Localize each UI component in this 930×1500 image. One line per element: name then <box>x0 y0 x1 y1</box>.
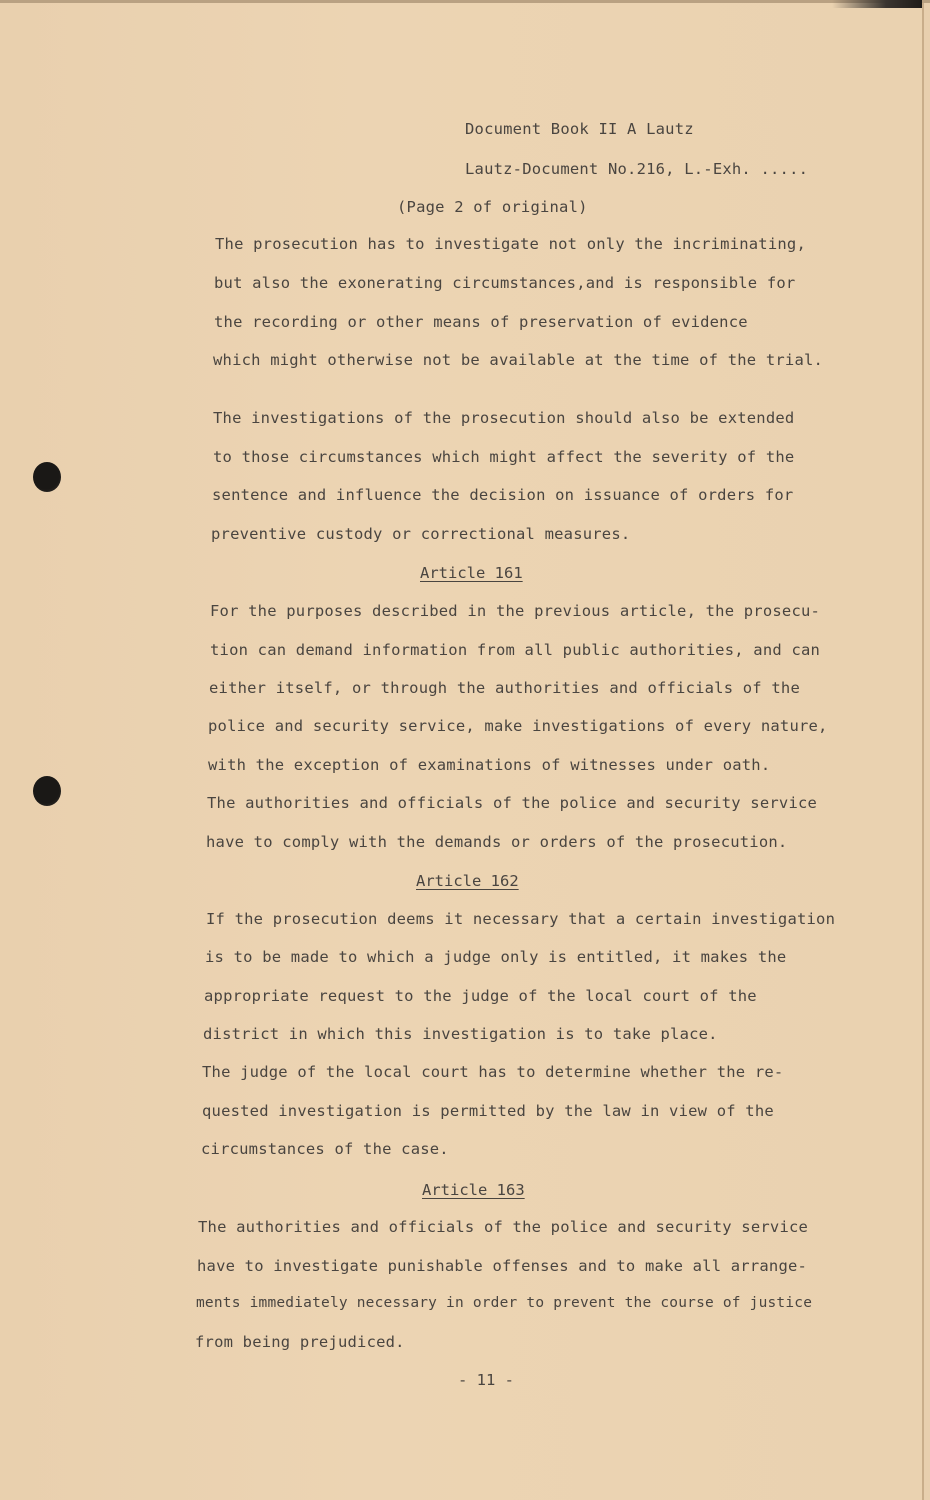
header-doc-no: Lautz-Document No.216, L.-Exh. ..... <box>465 160 809 178</box>
punch-hole-top <box>33 462 61 492</box>
header-page-ref: (Page 2 of original) <box>397 198 588 216</box>
article-162-line: circumstances of the case. <box>201 1140 449 1158</box>
article-163-line: from being prejudiced. <box>195 1333 405 1351</box>
para1-line: which might otherwise not be available at the time of the trial. <box>213 351 824 369</box>
article-162-line: If the prosecution deems it necessary that a certain investigation <box>206 910 836 928</box>
article-161-line: have to comply with the demands or orders of the prosecution. <box>206 833 788 851</box>
article-161-line: tion can demand information from all public authorities, and can <box>210 641 821 659</box>
article-163-heading: Article 163 <box>422 1181 525 1199</box>
article-161-line: either itself, or through the authorities and officials of the <box>209 679 800 697</box>
para1-line: but also the exonerating circumstances,and is responsible for <box>214 274 796 292</box>
para1-line: The prosecution has to investigate not only the incriminating, <box>215 235 806 253</box>
para2-line: preventive custody or correctional measures. <box>211 525 631 543</box>
article-162-heading: Article 162 <box>416 872 519 890</box>
article-161-line: with the exception of examinations of witnesses under oath. <box>208 756 771 774</box>
article-162-line: appropriate request to the judge of the local court of the <box>204 987 757 1005</box>
punch-hole-bottom <box>33 776 61 806</box>
para1-line: the recording or other means of preservation of evidence <box>214 313 748 331</box>
corner-ink-mark <box>832 0 922 8</box>
article-162-line: quested investigation is permitted by the law in view of the <box>202 1102 774 1120</box>
article-163-line: have to investigate punishable offenses and to make all arrange- <box>197 1257 808 1275</box>
article-161-line: The authorities and officials of the police and security service <box>207 794 818 812</box>
article-162-line: The judge of the local court has to determine whether the re- <box>202 1063 784 1081</box>
header-book: Document Book II A Lautz <box>465 120 694 138</box>
article-161-line: For the purposes described in the previous article, the prosecu- <box>210 602 821 620</box>
article-163-line: The authorities and officials of the police and security service <box>198 1218 809 1236</box>
page-top-edge <box>0 0 930 3</box>
article-161-line: police and security service, make investigations of every nature, <box>208 717 828 735</box>
article-162-line: is to be made to which a judge only is entitled, it makes the <box>205 948 787 966</box>
page-number: - 11 - <box>458 1371 514 1389</box>
article-161-heading: Article 161 <box>420 564 523 582</box>
article-162-line: district in which this investigation is to take place. <box>203 1025 718 1043</box>
para2-line: to those circumstances which might affect the severity of the <box>213 448 795 466</box>
para2-line: sentence and influence the decision on issuance of orders for <box>212 486 794 504</box>
article-163-line: ments immediately necessary in order to prevent the course of justice <box>196 1295 813 1311</box>
para2-line: The investigations of the prosecution should also be extended <box>213 409 795 427</box>
